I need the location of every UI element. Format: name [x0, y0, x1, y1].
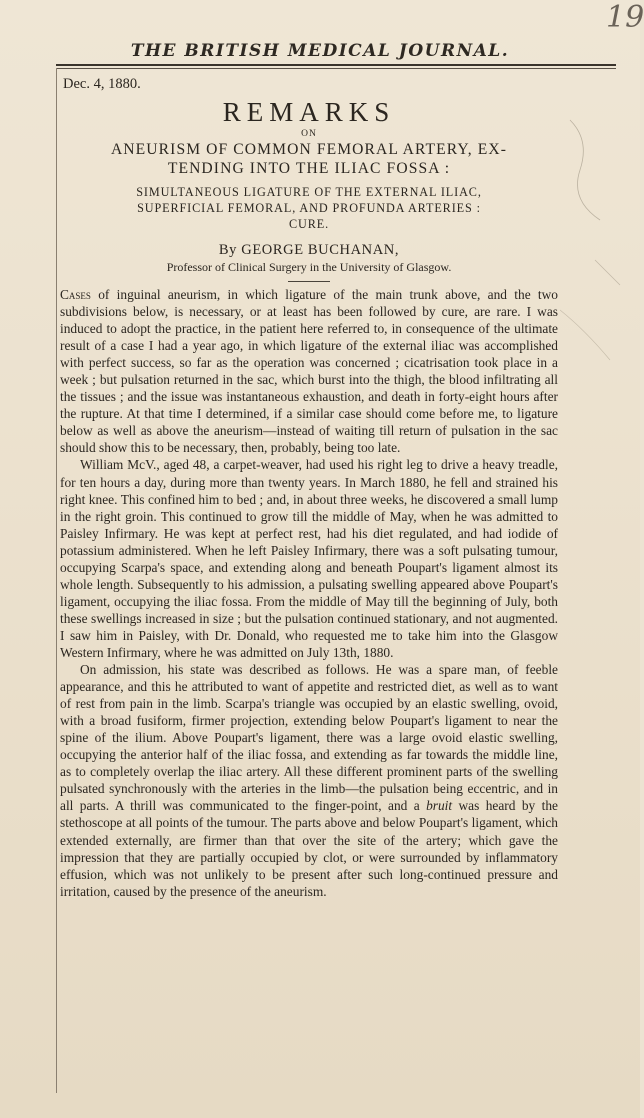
paper-stain-marks — [550, 100, 640, 400]
paragraph-lead-word: Cases — [60, 287, 91, 302]
article-subtitle-line-3: CURE. — [288, 217, 330, 231]
paragraph-3-text-b: was heard by the stethoscope at all points of the tumour. The parts above and below Poupart's ligament, which extended externally, are firmer than that over the site of the artery; which gave the impression that they are partially occupied by clot, or were surrounded by inflammatory effusion, which was not unlikely to be present after such long-continued pressure and irritation, caused by the presence of the aneurism. — [60, 798, 558, 899]
column-margin-rule — [56, 68, 57, 1093]
article-column — [60, 76, 558, 900]
paragraph-3-text-a: On admission, his state was described as follows. He was a spare man, of feeble appearance, and this he attributed to want of appetite and restricted diet, as well as to want of rest from pain in the limb. Scarpa's triangle was occupied by an elastic swelling, ovoid, with a broad fusiform, firmer projection, extending below Poupart's ligament to near the spine of the ilium. Above Poupart's ligament, there was a large ovoid elastic swelling, occupying the anterior half of the iliac fossa, and extending as far towards the middle line, as to completely overlap the iliac artery. All these different prominent parts of the swelling pulsated synchronously with the arteries in the limb—the pulsation being eccentric, and in all parts. A thrill was communicated to the finger-point, and a — [60, 662, 558, 814]
header-rule — [56, 64, 616, 66]
heading-connector: ON — [301, 129, 317, 139]
article-subtitle-line-2: SUPERFICIAL FEMORAL, AND PROFUNDA ARTERIES : — [137, 201, 481, 215]
paragraph-1-text: of inguinal aneurism, in which ligature of the main trunk above, and the two subdivisions below, is necessary, or at least has been followed by cure, are rare. I was induced to adopt the practice, in the patient here referred to, in consequence of the ultimate result of a case I had a year ago, in which ligature of the external iliac was accomplished with perfect success, so far as the operation was concerned ; cicatrisation took place in a week ; but pulsation returned in the sac, which burst into the thigh, the blood infiltrating all the tissues ; and the issue was instantaneous exhaustion, and death in forty-eight hours after the rupture. At that time I determined, if a similar case should come before me, to ligature below as well as above the aneurism—instead of waiting till return of pulsation in the sac should show this to be necessary, then, probably, being too late. — [60, 287, 558, 456]
page-marker: 19 — [606, 0, 644, 35]
paragraph-1 — [60, 286, 558, 456]
article-subtitle-line-1: SIMULTANEOUS LIGATURE OF THE EXTERNAL ILIAC, — [136, 185, 482, 199]
header-rule-thin — [56, 68, 616, 69]
article-heading: REMARKS — [222, 97, 396, 127]
article-title-line-2: TENDING INTO THE ILIAC FOSSA : — [167, 160, 451, 177]
running-head: THE BRITISH MEDICAL JOURNAL. — [130, 41, 510, 61]
paragraph-2: William McV., aged 48, a carpet-weaver, had used his right leg to drive a heavy treadle, for ten hours a day, during more than twenty years. In March 1880, he fell and strained his right knee. This confined him to bed ; and, in about three weeks, he discovered a small lump in the right groin. This continued to grow till the middle of May, when he was admitted to Paisley Infirmary. He was kept at perfect rest, had his diet regulated, and had iodide of potassium administered. When he left Paisley Infirmary, there was a soft pulsating tumour, occupying Scarpa's space, and extending along and beneath Poupart's ligament almost its whole length. Subsequently to his admission, a pulsating swelling appeared above Poupart's ligament, occupying the iliac fossa. From the middle of May till the beginning of July, both these swellings increased in size ; but the pulsation continued stationary, and not augmented. I saw him in Paisley, with Dr. Donald, who requested me to take him into the Glasgow Western Infirmary, where he was admitted on July 13th, 1880. — [60, 457, 558, 660]
paragraph-3-italic-term: bruit — [426, 798, 453, 814]
section-separator — [288, 281, 330, 282]
issue-date: Dec. 4, 1880. — [63, 76, 141, 92]
author-affiliation: Professor of Clinical Surgery in the University of Glasgow. — [166, 260, 452, 274]
paragraph-3 — [60, 661, 558, 900]
article-title-line-1: ANEURISM OF COMMON FEMORAL ARTERY, EX- — [110, 141, 508, 158]
author-byline: By GEORGE BUCHANAN, — [218, 242, 400, 258]
